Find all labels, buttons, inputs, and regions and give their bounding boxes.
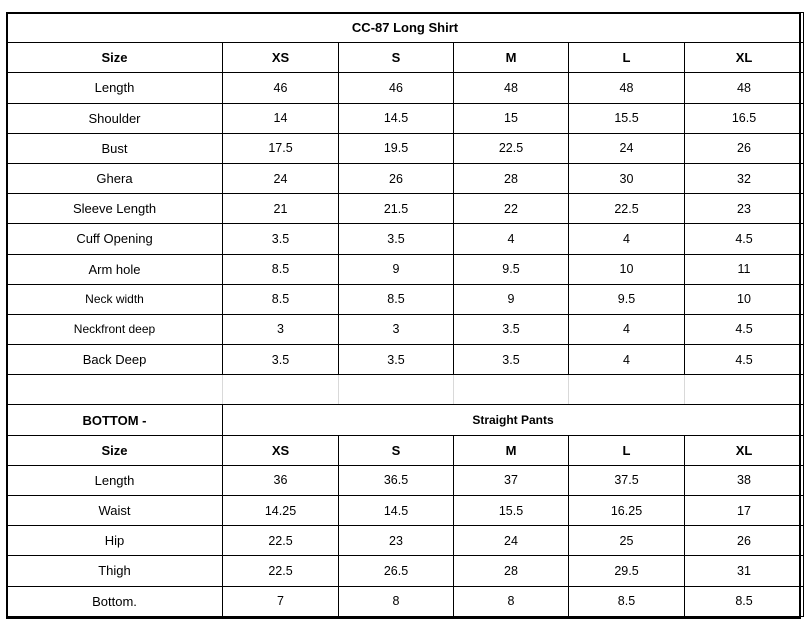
measurement-value: 48	[569, 73, 685, 103]
measurement-label: Length	[7, 73, 223, 103]
measurement-value: 3.5	[223, 345, 339, 375]
measurement-value: 3.5	[339, 224, 454, 254]
bottom-row	[7, 526, 804, 556]
bottom-header-cell: L	[569, 435, 685, 465]
bottom-title-row	[7, 405, 804, 435]
measurement-value: 4	[454, 224, 569, 254]
measurement-value: 4	[569, 314, 685, 344]
measurement-value: 48	[685, 73, 804, 103]
shirt-row	[7, 224, 804, 254]
measurement-value: 9.5	[569, 284, 685, 314]
bottom-header-cell: XS	[223, 435, 339, 465]
measurement-value: 9	[454, 284, 569, 314]
measurement-label: Hip	[7, 526, 223, 556]
shirt-title-row	[7, 13, 804, 43]
measurement-value: 3	[223, 314, 339, 344]
shirt-header-cell: Size	[7, 43, 223, 73]
measurement-value: 36.5	[339, 465, 454, 495]
measurement-value: 21	[223, 194, 339, 224]
shirt-row	[7, 194, 804, 224]
measurement-value: 22.5	[454, 133, 569, 163]
measurement-value: 8.5	[339, 284, 454, 314]
shirt-row	[7, 163, 804, 193]
bottom-header-cell: XL	[685, 435, 804, 465]
measurement-value: 24	[223, 163, 339, 193]
measurement-value: 24	[454, 526, 569, 556]
measurement-value: 8	[339, 586, 454, 616]
empty-cell	[223, 375, 339, 405]
empty-cell	[339, 375, 454, 405]
measurement-value: 8	[454, 586, 569, 616]
measurement-value: 17	[685, 496, 804, 526]
spacer-row	[7, 375, 804, 405]
measurement-value: 48	[454, 73, 569, 103]
measurement-value: 4.5	[685, 345, 804, 375]
measurement-value: 3.5	[339, 345, 454, 375]
bottom-row	[7, 556, 804, 586]
measurement-label: Length	[7, 465, 223, 495]
measurement-value: 14.5	[339, 496, 454, 526]
measurement-value: 15	[454, 103, 569, 133]
measurement-value: 32	[685, 163, 804, 193]
shirt-header-cell: XL	[685, 43, 804, 73]
measurement-value: 28	[454, 556, 569, 586]
measurement-label: Neck width	[7, 284, 223, 314]
measurement-label: Arm hole	[7, 254, 223, 284]
empty-cell	[7, 375, 223, 405]
bottom-header-row	[7, 435, 804, 465]
measurement-value: 25	[569, 526, 685, 556]
measurement-value: 9	[339, 254, 454, 284]
shirt-title: CC-87 Long Shirt	[7, 13, 804, 43]
measurement-value: 22.5	[223, 556, 339, 586]
measurement-value: 4	[569, 224, 685, 254]
measurement-value: 22	[454, 194, 569, 224]
measurement-label: Bottom.	[7, 586, 223, 616]
measurement-value: 15.5	[454, 496, 569, 526]
measurement-label: Neckfront deep	[7, 314, 223, 344]
bottom-section-label: BOTTOM -	[7, 405, 223, 435]
measurement-value: 14.5	[339, 103, 454, 133]
shirt-row	[7, 314, 804, 344]
size-chart-table	[6, 12, 804, 617]
bottom-header-cell: M	[454, 435, 569, 465]
shirt-header-cell: L	[569, 43, 685, 73]
bottom-header-cell: Size	[7, 435, 223, 465]
shirt-row	[7, 73, 804, 103]
measurement-label: Cuff Opening	[7, 224, 223, 254]
shirt-row	[7, 254, 804, 284]
measurement-value: 11	[685, 254, 804, 284]
measurement-value: 38	[685, 465, 804, 495]
measurement-value: 3	[339, 314, 454, 344]
measurement-value: 16.25	[569, 496, 685, 526]
measurement-value: 8.5	[569, 586, 685, 616]
shirt-row	[7, 284, 804, 314]
measurement-value: 8.5	[223, 254, 339, 284]
measurement-value: 8.5	[685, 586, 804, 616]
shirt-header-cell: XS	[223, 43, 339, 73]
measurement-value: 3.5	[454, 314, 569, 344]
bottom-row	[7, 465, 804, 495]
measurement-value: 26.5	[339, 556, 454, 586]
measurement-value: 21.5	[339, 194, 454, 224]
measurement-value: 4.5	[685, 224, 804, 254]
empty-cell	[685, 375, 804, 405]
measurement-value: 10	[569, 254, 685, 284]
bottom-header-cell: S	[339, 435, 454, 465]
measurement-value: 22.5	[569, 194, 685, 224]
measurement-value: 37.5	[569, 465, 685, 495]
shirt-row	[7, 133, 804, 163]
measurement-value: 23	[685, 194, 804, 224]
measurement-label: Waist	[7, 496, 223, 526]
measurement-value: 26	[685, 526, 804, 556]
empty-cell	[454, 375, 569, 405]
shirt-header-cell: S	[339, 43, 454, 73]
empty-cell	[569, 375, 685, 405]
measurement-value: 26	[339, 163, 454, 193]
measurement-value: 19.5	[339, 133, 454, 163]
measurement-value: 17.5	[223, 133, 339, 163]
measurement-value: 46	[223, 73, 339, 103]
shirt-header-row	[7, 43, 804, 73]
measurement-value: 26	[685, 133, 804, 163]
measurement-value: 29.5	[569, 556, 685, 586]
measurement-value: 14	[223, 103, 339, 133]
measurement-value: 7	[223, 586, 339, 616]
measurement-label: Shoulder	[7, 103, 223, 133]
measurement-label: Ghera	[7, 163, 223, 193]
measurement-label: Sleeve Length	[7, 194, 223, 224]
measurement-value: 36	[223, 465, 339, 495]
shirt-row	[7, 345, 804, 375]
measurement-value: 14.25	[223, 496, 339, 526]
measurement-value: 10	[685, 284, 804, 314]
measurement-value: 28	[454, 163, 569, 193]
measurement-value: 23	[339, 526, 454, 556]
measurement-value: 8.5	[223, 284, 339, 314]
shirt-header-cell: M	[454, 43, 569, 73]
measurement-value: 3.5	[454, 345, 569, 375]
measurement-label: Thigh	[7, 556, 223, 586]
bottom-row	[7, 586, 804, 616]
measurement-value: 31	[685, 556, 804, 586]
measurement-value: 15.5	[569, 103, 685, 133]
measurement-value: 4.5	[685, 314, 804, 344]
measurement-value: 46	[339, 73, 454, 103]
measurement-value: 24	[569, 133, 685, 163]
bottom-title: Straight Pants	[223, 405, 804, 435]
measurement-label: Bust	[7, 133, 223, 163]
measurement-value: 16.5	[685, 103, 804, 133]
measurement-label: Back Deep	[7, 345, 223, 375]
measurement-value: 30	[569, 163, 685, 193]
measurement-value: 22.5	[223, 526, 339, 556]
measurement-value: 9.5	[454, 254, 569, 284]
measurement-value: 3.5	[223, 224, 339, 254]
measurement-value: 4	[569, 345, 685, 375]
measurement-value: 37	[454, 465, 569, 495]
bottom-row	[7, 496, 804, 526]
shirt-row	[7, 103, 804, 133]
